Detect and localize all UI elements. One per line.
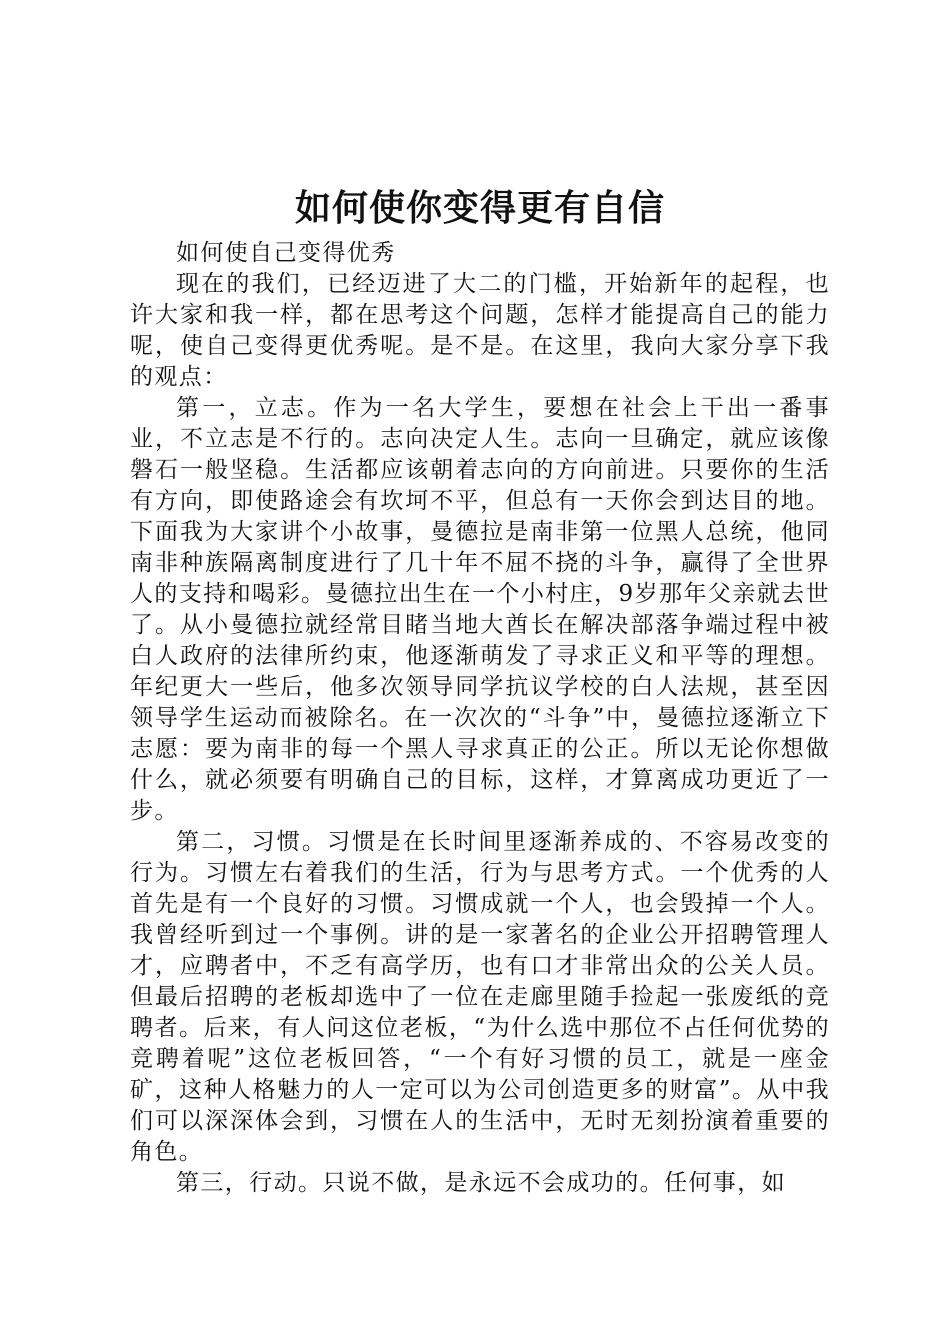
paragraph-first-point: 第一，立志。作为一名大学生，要想在社会上干出一番事业，不立志是不行的。志向决定人生。志向一旦确定，就应该像磐石一般坚稳。生活都应该朝着志向的方向前进。只要你的生活有方向，即使路途会有坎坷不平，但总有一天你会到达目的地。下面我为大家讲个小故事，曼德拉是南非第一位黑人总统，他同南非种族隔离制度进行了几十年不屈不挠的斗争，赢得了全世界人的支持和喝彩。曼德拉出生在一个小村庄，9岁那年父亲就去世了。从小曼德拉就经常目睹当地大酋长在解决部落争端过程中被白人政府的法律所约束，他逐渐萌发了寻求正义和平等的理想。年纪更大一些后，他多次领导同学抗议学校的白人法规，甚至因领导学生运动而被除名。在一次次的“斗争”中，曼德拉逐渐立下志愿：要为南非的每一个黑人寻求真正的公正。所以无论你想做什么，就必须要有明确自己的目标，这样，才算离成功更近了一步。: [130, 395, 830, 824]
document-title: 如何使你变得更有自信: [294, 187, 665, 229]
paragraph-second-point: 第二，习惯。习惯是在长时间里逐渐养成的、不容易改变的行为。习惯左右着我们的生活，行为与思考方式。一个优秀的人首先是有一个良好的习惯。习惯成就一个人，也会毁掉一个人。我曾经听到过一个事例。讲的是一家著名的企业公开招聘管理人才，应聘者中，不乏有高学历，也有口才非常出众的公关人员。但最后招聘的老板却选中了一位在走廊里随手捡起一张废纸的竞聘者。后来，有人问这位老板，“为什么选中那位不占任何优势的竞聘着呢”这位老板回答，“一个有好习惯的员工，就是一座金矿，这种人格魅力的人一定可以为公司创造更多的财富”。从中我们可以深深体会到，习惯在人的生活中，无时无刻扮演着重要的角色。: [130, 829, 830, 1165]
document-page: [130, 180, 830, 1199]
paragraph-subtitle: 如何使自己变得优秀: [176, 240, 396, 266]
paragraph-third-point: 第三，行动。只说不做，是永远不会成功的。任何事，如: [176, 1170, 786, 1196]
paragraph-intro: 现在的我们，已经迈进了大二的门槛，开始新年的起程，也许大家和我一样，都在思考这个问题，怎样才能提高自己的能力呢，使自己变得更优秀呢。是不是。在这里，我向大家分享下我的观点：: [130, 271, 830, 390]
